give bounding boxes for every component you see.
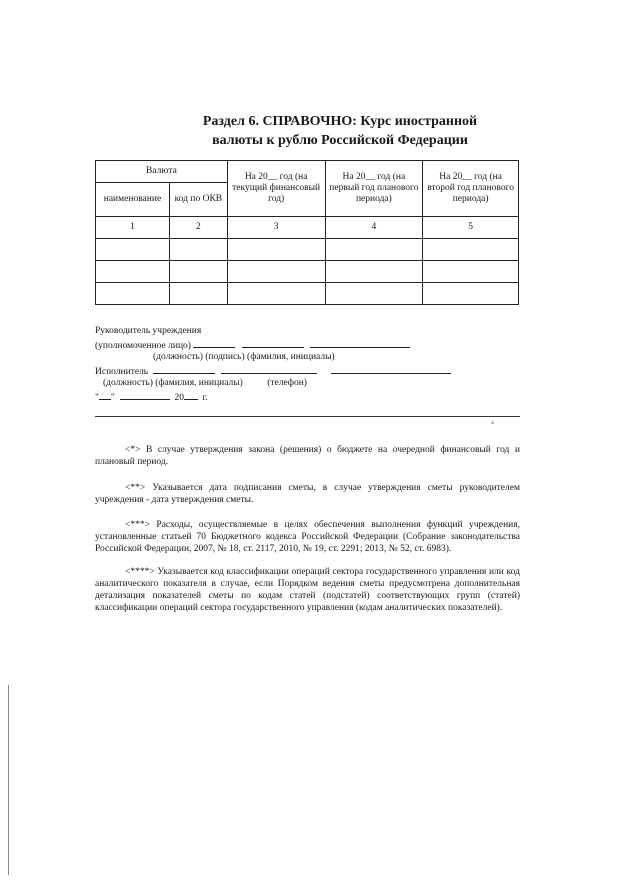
signature-blank: [242, 338, 304, 348]
executor-position-blank: [153, 364, 215, 374]
date-line: [95, 390, 451, 405]
section-title-line2: валюты к рублю Российской Федерации: [212, 133, 468, 148]
table-cell: [227, 239, 325, 261]
phone-blank: [331, 364, 451, 374]
day-blank: [99, 390, 111, 400]
header-current-year: На 20__ год (на текущий финансовый год): [227, 161, 325, 217]
table-cell: [227, 261, 325, 283]
header-second-plan-year: На 20__ год (на второй год планового периода): [423, 161, 519, 217]
footnote-3: <***> Расходы, осуществляемые в целях обеспечения выполнения функций учреждения, установленные статьей 70 Бюджетного кодекса Российской Федерации (Собрание законодательства Российской Федерации, 2007, № 18, ст. 2117, 2010, № 19, ст. 2291; 2013, № 52, ст. 6983).: [95, 520, 520, 554]
year-blank: [184, 390, 198, 400]
section-title-line1: Раздел 6. СПРАВОЧНО: Курс иностранной: [202, 114, 478, 129]
phone-caption: (телефон): [267, 378, 307, 388]
column-number: 3: [227, 217, 325, 239]
header-currency: Валюта: [96, 161, 228, 183]
column-number: 1: [96, 217, 170, 239]
table-cell: [423, 239, 519, 261]
column-number: 2: [169, 217, 227, 239]
date-suffix: г.: [202, 392, 208, 403]
date-quote-open: ": [95, 392, 99, 403]
date-quote-close: ": [110, 392, 115, 403]
column-number-row: [96, 217, 519, 239]
footnote-separator: [95, 416, 520, 417]
scan-mark: °: [491, 420, 495, 429]
table-row: [96, 239, 519, 261]
table-cell: [169, 283, 227, 305]
table-cell: [96, 239, 170, 261]
header-currency-name: наименование: [96, 183, 170, 217]
head-label: Руководитель учреждения: [95, 326, 202, 336]
section-title: [150, 112, 530, 150]
table-cell: [227, 283, 325, 305]
position-blank: [193, 338, 235, 348]
table-cell: [423, 283, 519, 305]
signature-block: [95, 326, 451, 404]
table-cell: [325, 283, 423, 305]
table-row: [96, 261, 519, 283]
head-label-sub: (уполномоченное лицо): [95, 340, 191, 351]
name-blank: [310, 338, 410, 348]
footnote-1: <*> В случае утверждения закона (решения) о бюджете на очередной финансовый год и плановый период.: [95, 445, 520, 467]
column-number: 4: [325, 217, 423, 239]
footnote-2: <**> Указывается дата подписания сметы, в случае утверждения сметы руководителем учреждения - дата утверждения сметы.: [95, 483, 520, 505]
executor-line: [95, 364, 451, 379]
header-currency-code: код по ОКВ: [169, 183, 227, 217]
executor-caption: (должность) (фамилия, инициалы): [103, 378, 243, 388]
scan-margin-line: [8, 685, 9, 875]
executor-caption-line: [95, 378, 451, 390]
table-cell: [325, 239, 423, 261]
footnote-4: <****> Указывается код классификации операций сектора государственного управления или код аналитического показателя в случае, если Порядком ведения сметы предусмотрена дополнительная детализация показателей сметы по кодам статей (подстатей) соответствующих групп (статей) классификации операций сектора государственного управления (кодам аналитических показателей).: [95, 567, 520, 613]
table-cell: [423, 261, 519, 283]
date-year: 20: [174, 392, 185, 403]
exchange-rate-table: [95, 160, 519, 305]
table-row: [96, 283, 519, 305]
table-cell: [96, 283, 170, 305]
table-cell: [96, 261, 170, 283]
head-caption: (должность) (подпись) (фамилия, инициалы): [153, 352, 335, 362]
executor-name-blank: [221, 364, 317, 374]
executor-label: Исполнитель: [95, 366, 149, 377]
header-first-plan-year: На 20__ год (на первый год планового периода): [325, 161, 423, 217]
month-blank: [120, 390, 170, 400]
column-number: 5: [423, 217, 519, 239]
table-cell: [169, 261, 227, 283]
head-sign-line: [95, 338, 451, 353]
table-cell: [169, 239, 227, 261]
table-cell: [325, 261, 423, 283]
